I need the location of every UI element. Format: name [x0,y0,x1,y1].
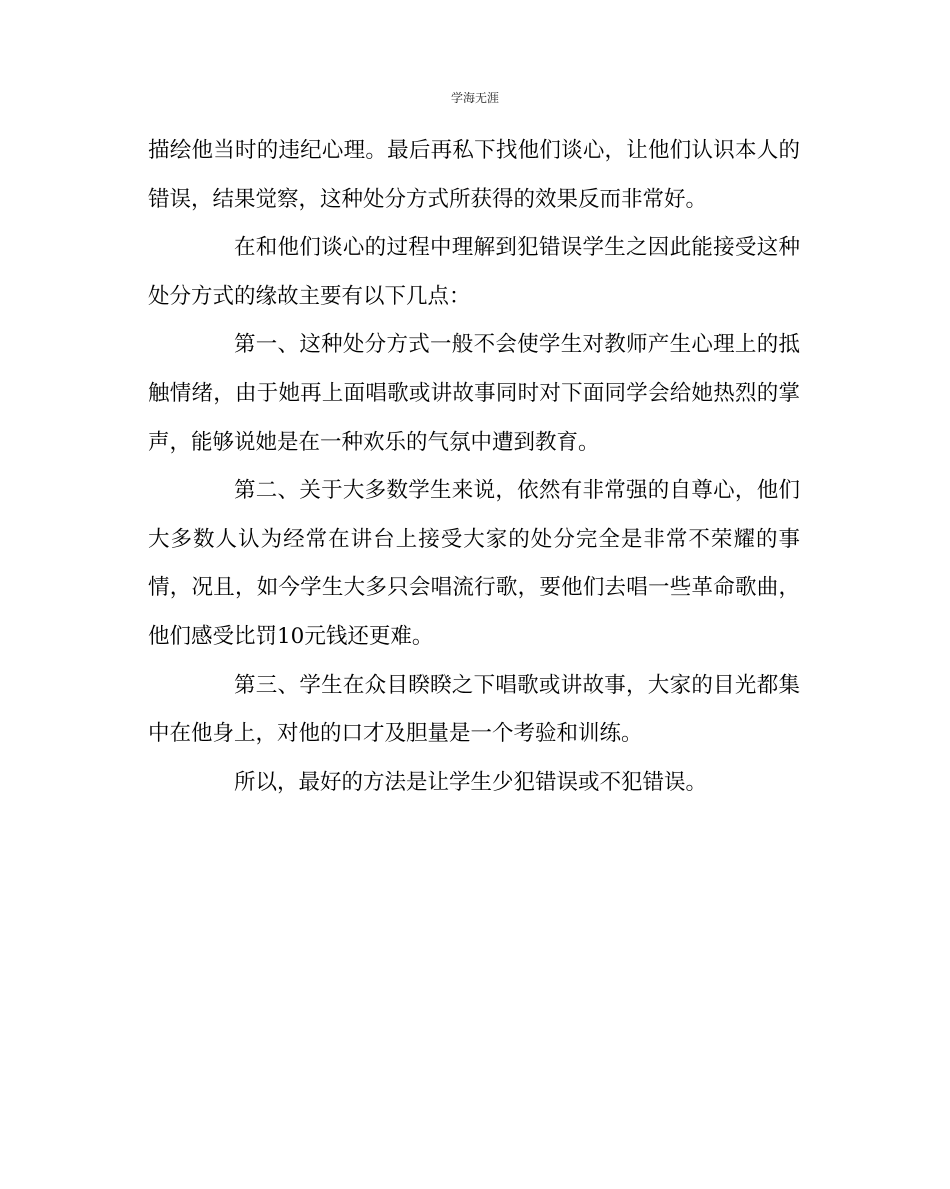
document-body [148,127,800,807]
paragraph-6: 所以，最好的方法是让学生少犯错误或不犯错误。 [234,769,708,795]
paragraph-3: 第一、这种处分方式一般不会使学生对教师产生心理上的抵触情绪，由于她再上面唱歌或讲故事同时对下面同学会给她热烈的掌声，能够说她是在一种欢乐的气氛中遭到教育。 [148,332,800,455]
paragraph-5: 第三、学生在众目睽睽之下唱歌或讲故事，大家的目光都集中在他身上，对他的口才及胆量是一个考验和训练。 [148,672,800,747]
paragraph-1: 描绘他当时的违纪心理。最后再私下找他们谈心，让他们认识本人的错误，结果觉察，这种处分方式所获得的效果反而非常好。 [148,138,800,212]
paragraph-4: 第二、关于大多数学生来说，依然有非常强的自尊心，他们大多数人认为经常在讲台上接受大家的处分完全是非常不荣耀的事情，况且，如今学生大多只会唱流行歌，要他们去唱一些革命歌曲，他们感受比罚10元钱还更难。 [148,478,800,649]
paragraph-2: 在和他们谈心的过程中理解到犯错误学生之因此能接受这种处分方式的缘故主要有以下几点： [148,235,800,309]
page-header: 学海无涯 [450,91,499,105]
